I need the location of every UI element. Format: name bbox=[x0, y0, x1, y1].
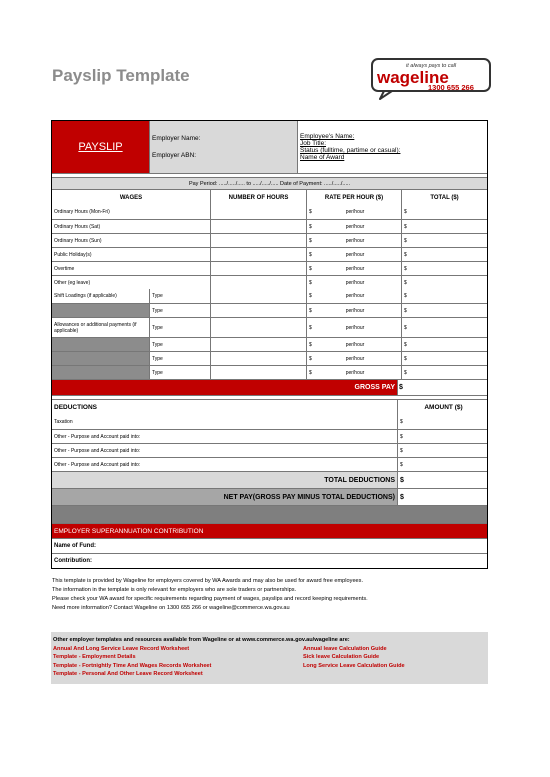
per-hour-label: per/hour bbox=[345, 355, 365, 362]
resource-link[interactable] bbox=[303, 670, 486, 679]
deduction-label: Other - Purpose and Account paid into: bbox=[54, 461, 141, 468]
type-row bbox=[52, 365, 487, 379]
rate-cell[interactable] bbox=[306, 276, 401, 289]
type-label: Type bbox=[149, 318, 210, 337]
net-pay-row bbox=[52, 488, 487, 505]
contribution-label[interactable]: Contribution: bbox=[54, 558, 92, 564]
dollar-sign: $ bbox=[309, 265, 312, 272]
wage-row bbox=[52, 247, 487, 261]
col-hours: NUMBER OF HOURS bbox=[210, 190, 306, 205]
resource-link[interactable]: Template - Fortnightly Time And Wages Records Worksheet bbox=[53, 662, 212, 669]
status-label: Status (fulltime, partime or casual): bbox=[300, 147, 401, 154]
wage-row bbox=[52, 219, 487, 233]
type-row bbox=[52, 337, 487, 351]
super-heading-row bbox=[52, 523, 487, 538]
wageline-logo-graphic bbox=[370, 57, 492, 101]
dollar-sign: $ bbox=[309, 293, 312, 299]
note-line: The information in the template is only relevant for employers who are sole traders or partnerships. bbox=[52, 587, 297, 593]
total-cell[interactable]: $ bbox=[401, 262, 487, 275]
resources-heading: Other employer templates and resources available from Wageline or at www.commerce.wa.gov.au/wageline are: bbox=[53, 637, 350, 643]
super-contribution-row bbox=[52, 553, 487, 568]
hours-cell[interactable] bbox=[210, 220, 306, 233]
hours-cell[interactable] bbox=[210, 352, 306, 365]
deduction-label: Other - Purpose and Account paid into: bbox=[54, 447, 141, 454]
wage-label: Overtime bbox=[54, 265, 75, 272]
dollar-sign: $ bbox=[309, 324, 312, 331]
wage-label: Ordinary Hours (Sun) bbox=[54, 237, 102, 244]
payslip-label: PAYSLIP bbox=[52, 121, 149, 173]
total-cell[interactable]: $ bbox=[401, 304, 487, 317]
type-row bbox=[52, 303, 487, 317]
wage-label: Other (eg leave) bbox=[54, 279, 91, 286]
rate-cell[interactable] bbox=[306, 338, 401, 351]
type-row bbox=[52, 351, 487, 365]
deductions-header-row bbox=[52, 399, 487, 415]
wage-row bbox=[52, 233, 487, 247]
rate-cell[interactable] bbox=[306, 248, 401, 261]
deduction-row bbox=[52, 415, 487, 429]
col-rate: RATE PER HOUR ($) bbox=[306, 190, 401, 205]
dollar-sign: $ bbox=[309, 279, 312, 286]
net-pay-value[interactable]: $ bbox=[397, 489, 487, 505]
logo-brand: wageline bbox=[377, 68, 449, 87]
rate-cell[interactable] bbox=[306, 205, 401, 219]
job-title-label: Job Title: bbox=[300, 140, 327, 147]
type-row-label bbox=[52, 304, 149, 317]
deduction-amount[interactable]: $ bbox=[397, 458, 487, 471]
wage-label: Ordinary Hours (Mon-Fri) bbox=[54, 209, 110, 215]
resource-link[interactable]: Annual leave Calculation Guide bbox=[303, 645, 387, 652]
pay-period: Pay Period: ...../...../..... to ...../...../..... Date of Payment: ...../...../..... bbox=[52, 177, 487, 189]
col-total: TOTAL ($) bbox=[401, 190, 487, 205]
type-row bbox=[52, 289, 487, 303]
payslip-form bbox=[51, 120, 488, 569]
wage-row bbox=[52, 275, 487, 289]
type-row-label bbox=[52, 352, 149, 365]
total-deductions-row bbox=[52, 471, 487, 488]
total-cell[interactable]: $ bbox=[401, 352, 487, 365]
award-label: Name of Award bbox=[300, 154, 345, 161]
logo-tagline: it always pays to call bbox=[406, 63, 457, 69]
deduction-label: Other - Purpose and Account paid into: bbox=[54, 433, 141, 440]
hours-cell[interactable] bbox=[210, 338, 306, 351]
dollar-sign: $ bbox=[309, 209, 312, 215]
wage-row bbox=[52, 261, 487, 275]
wages-header-row bbox=[52, 189, 487, 205]
employer-info bbox=[149, 121, 297, 173]
wageline-logo bbox=[370, 57, 492, 101]
super-fund-row bbox=[52, 538, 487, 553]
rate-cell[interactable] bbox=[306, 262, 401, 275]
resources-box bbox=[51, 632, 488, 684]
type-label: Type bbox=[149, 366, 210, 379]
employer-name-label: Employer Name: bbox=[152, 135, 201, 142]
rate-cell[interactable] bbox=[306, 220, 401, 233]
divider-bar bbox=[52, 505, 487, 523]
resource-link[interactable]: Template - Employment Details bbox=[53, 654, 136, 660]
rate-cell[interactable] bbox=[306, 352, 401, 365]
total-cell[interactable]: $ bbox=[401, 205, 487, 219]
rate-cell[interactable] bbox=[306, 366, 401, 379]
wage-label: Ordinary Hours (Sat) bbox=[54, 223, 101, 230]
gross-pay-label: GROSS PAY bbox=[354, 384, 395, 391]
dollar-sign: $ bbox=[309, 369, 312, 376]
type-row-label bbox=[52, 338, 149, 351]
rate-cell[interactable] bbox=[306, 234, 401, 247]
employee-info bbox=[297, 121, 487, 173]
note-line: This template is provided by Wageline for employers covered by WA Awards and may also be used for award free employees. bbox=[52, 578, 364, 584]
hours-cell[interactable] bbox=[210, 234, 306, 247]
total-cell[interactable]: $ bbox=[401, 318, 487, 337]
hours-cell[interactable] bbox=[210, 304, 306, 317]
gross-pay-value[interactable]: $ bbox=[397, 380, 487, 395]
deduction-row bbox=[52, 457, 487, 471]
rate-cell[interactable] bbox=[306, 289, 401, 303]
hours-cell[interactable] bbox=[210, 289, 306, 303]
rate-cell[interactable] bbox=[306, 318, 401, 337]
dollar-sign: $ bbox=[309, 237, 312, 244]
per-hour-label: per/hour bbox=[345, 279, 365, 286]
total-cell[interactable]: $ bbox=[401, 220, 487, 233]
per-hour-label: per/hour bbox=[345, 307, 365, 314]
per-hour-label: per/hour bbox=[345, 223, 365, 230]
type-row-label bbox=[52, 366, 149, 379]
dollar-sign: $ bbox=[309, 341, 312, 348]
resources-list bbox=[53, 645, 486, 679]
hours-cell[interactable] bbox=[210, 262, 306, 275]
resource-link[interactable]: Long Service Leave Calculation Guide bbox=[303, 662, 405, 669]
wage-row bbox=[52, 205, 487, 219]
fund-name-label[interactable]: Name of Fund: bbox=[54, 543, 96, 549]
per-hour-label: per/hour bbox=[345, 265, 365, 272]
logo-phone: 1300 655 266 bbox=[428, 83, 474, 92]
gross-pay-row bbox=[52, 379, 487, 395]
employee-name-label: Employee's Name: bbox=[300, 133, 355, 140]
amount-heading: AMOUNT ($) bbox=[397, 400, 487, 415]
hours-cell[interactable] bbox=[210, 318, 306, 337]
total-cell[interactable]: $ bbox=[401, 276, 487, 289]
dollar-sign: $ bbox=[309, 251, 312, 258]
total-cell[interactable]: $ bbox=[401, 366, 487, 379]
deduction-label: Taxation bbox=[54, 419, 73, 425]
total-deductions-label: TOTAL DEDUCTIONS bbox=[324, 476, 395, 484]
per-hour-label: per/hour bbox=[345, 341, 365, 348]
deduction-row bbox=[52, 429, 487, 443]
hours-cell[interactable] bbox=[210, 276, 306, 289]
notes-block bbox=[52, 577, 368, 613]
resource-link[interactable]: Template - Personal And Other Leave Record Worksheet bbox=[53, 671, 203, 677]
total-cell[interactable]: $ bbox=[401, 289, 487, 303]
hours-cell[interactable] bbox=[210, 366, 306, 379]
super-heading: EMPLOYER SUPERANNUATION CONTRIBUTION bbox=[54, 527, 204, 535]
dollar-sign: $ bbox=[309, 223, 312, 230]
dollar-sign: $ bbox=[309, 355, 312, 362]
col-wages: WAGES bbox=[119, 194, 143, 201]
type-label: Type bbox=[149, 289, 210, 303]
net-pay-label: NET PAY(GROSS PAY MINUS TOTAL DEDUCTIONS) bbox=[223, 493, 395, 501]
hours-cell[interactable] bbox=[210, 205, 306, 219]
total-cell[interactable]: $ bbox=[401, 234, 487, 247]
type-row-label: Allowances or additional payments (if applicable) bbox=[54, 321, 137, 334]
deduction-amount[interactable]: $ bbox=[397, 415, 487, 429]
deduction-row bbox=[52, 443, 487, 457]
rate-cell[interactable] bbox=[306, 304, 401, 317]
per-hour-label: per/hour bbox=[345, 324, 365, 331]
dollar-sign: $ bbox=[309, 307, 312, 314]
type-label: Type bbox=[149, 304, 210, 317]
total-cell[interactable]: $ bbox=[401, 248, 487, 261]
hours-cell[interactable] bbox=[210, 248, 306, 261]
payslip-header-row bbox=[52, 121, 487, 173]
employer-abn-label: Employer ABN: bbox=[152, 152, 197, 159]
total-cell[interactable]: $ bbox=[401, 338, 487, 351]
deductions-heading: DEDUCTIONS bbox=[54, 404, 97, 411]
resource-link[interactable]: Annual And Long Service Leave Record Worksheet bbox=[53, 645, 190, 652]
wage-label: Public Holiday(s) bbox=[54, 251, 92, 258]
per-hour-label: per/hour bbox=[345, 251, 365, 258]
type-label: Type bbox=[149, 352, 210, 365]
resource-link[interactable]: Sick leave Calculation Guide bbox=[303, 654, 380, 660]
type-label: Type bbox=[149, 338, 210, 351]
type-row bbox=[52, 317, 487, 337]
page-title: Payslip Template bbox=[52, 66, 190, 85]
per-hour-label: per/hour bbox=[345, 369, 365, 376]
total-deductions-value[interactable]: $ bbox=[397, 472, 487, 488]
per-hour-label: per/hour bbox=[345, 209, 365, 215]
deduction-amount[interactable]: $ bbox=[397, 430, 487, 443]
per-hour-label: per/hour bbox=[345, 237, 365, 244]
type-row-label: Shift Loadings (if applicable) bbox=[54, 293, 117, 299]
note-line: Please check your WA award for specific requirements regarding payment of wages, payslips and record keeping requirements. bbox=[52, 596, 368, 602]
deduction-amount[interactable]: $ bbox=[397, 444, 487, 457]
note-line: Need more information? Contact Wageline on 1300 655 266 or wageline@commerce.wa.gov.au bbox=[52, 605, 290, 611]
per-hour-label: per/hour bbox=[345, 293, 365, 299]
